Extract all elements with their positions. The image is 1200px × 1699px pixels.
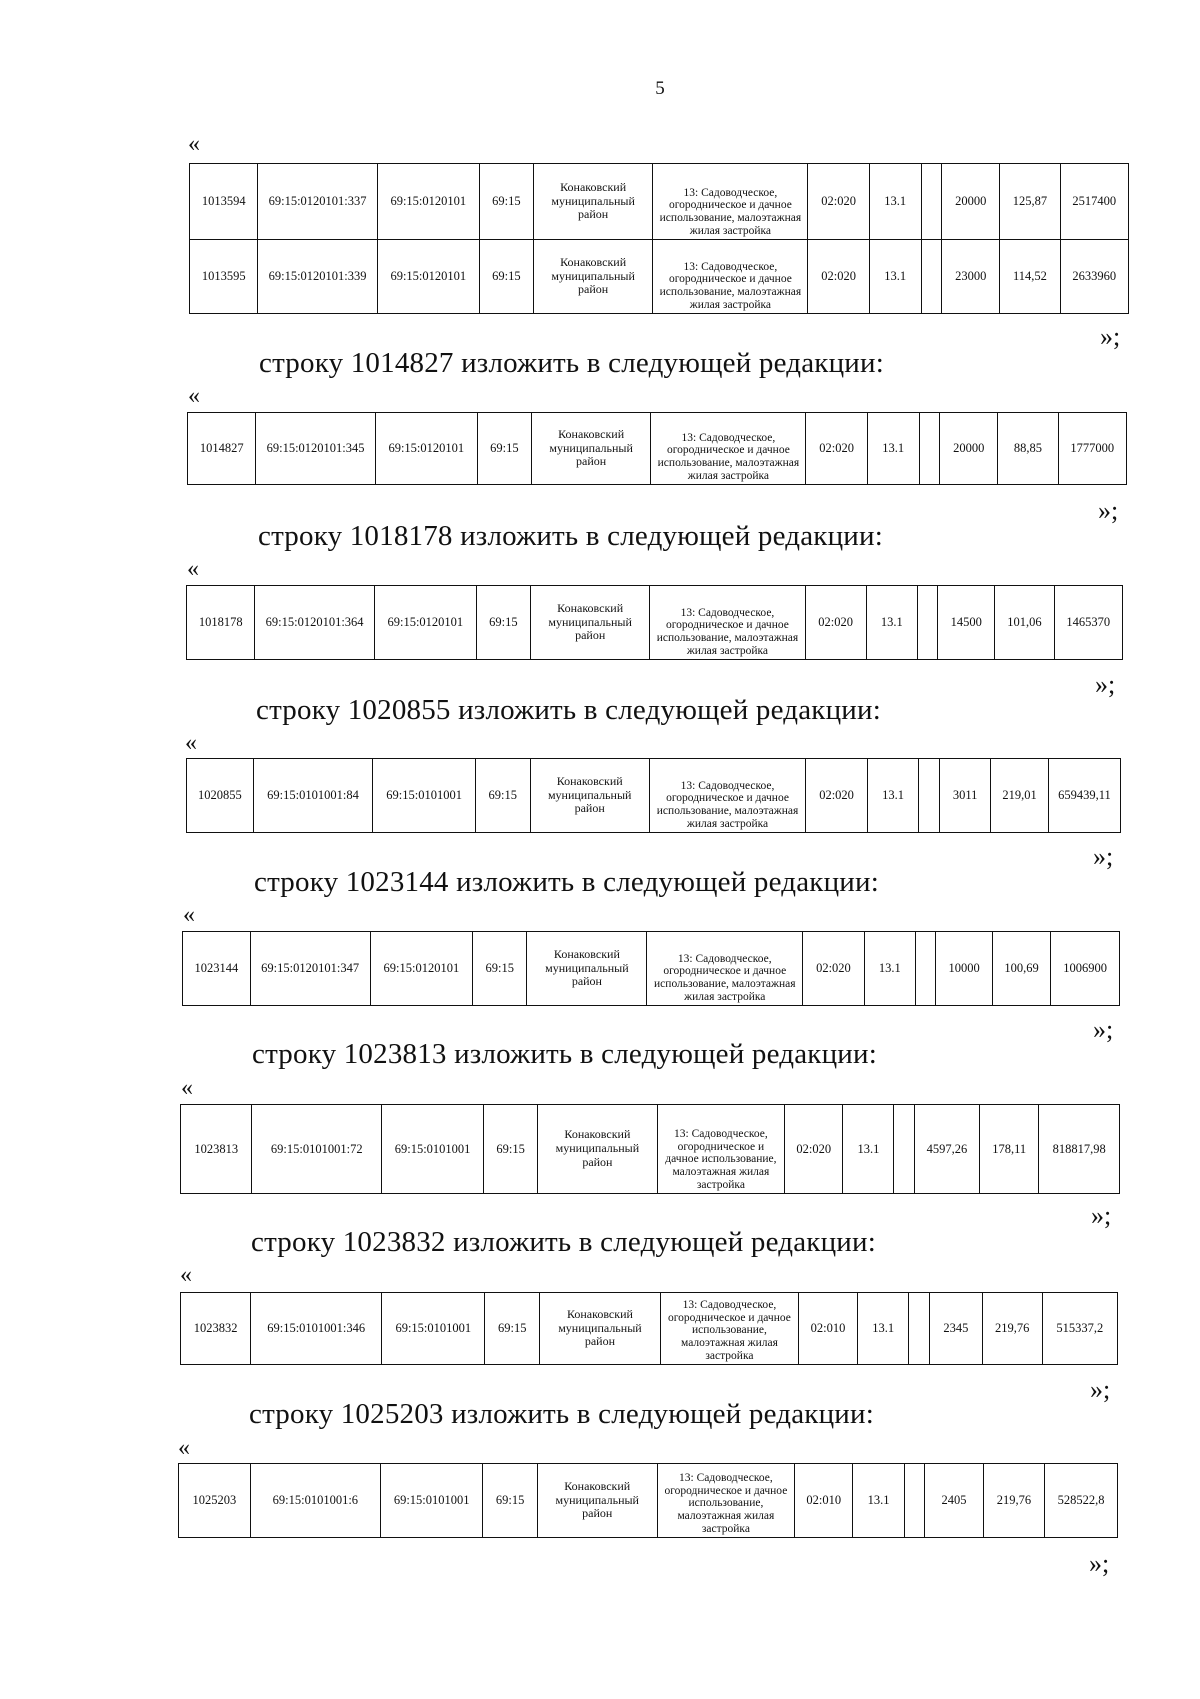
table-row bbox=[190, 164, 1129, 240]
specific-value: 101,06 bbox=[995, 586, 1054, 660]
section-heading: строку 1018178 изложить в следующей редакции: bbox=[258, 520, 883, 552]
use-code: 02:020 bbox=[805, 586, 866, 660]
land-use-purpose: 13: Садоводческое, огородническое и дачное использование, малоэтажная жилая застройка bbox=[660, 1293, 798, 1365]
specific-value: 219,76 bbox=[982, 1293, 1042, 1365]
cadastral-quarter: 69:15:0101001 bbox=[373, 759, 476, 833]
table-row bbox=[187, 586, 1123, 660]
municipal-district: Конаковский муниципальный район bbox=[531, 413, 650, 485]
empty-cell bbox=[921, 240, 941, 314]
row-id: 1020855 bbox=[187, 759, 254, 833]
close-quote: »; bbox=[1089, 1549, 1110, 1578]
cadastral-quarter: 69:15:0101001 bbox=[380, 1464, 483, 1538]
use-code: 02:020 bbox=[803, 932, 865, 1006]
cadastral-region: 69:15 bbox=[485, 1293, 540, 1365]
record-table bbox=[189, 163, 1129, 314]
close-quote: »; bbox=[1091, 1201, 1112, 1230]
cadastral-region: 69:15 bbox=[484, 1105, 538, 1194]
row-id: 1023813 bbox=[181, 1105, 252, 1194]
land-use-purpose: 13: Садоводческое, огородническое и дачное использование, малоэтажная жилая застройка bbox=[649, 759, 805, 833]
municipal-district: Конаковский муниципальный район bbox=[537, 1464, 657, 1538]
land-area: 14500 bbox=[938, 586, 995, 660]
empty-cell bbox=[909, 1293, 930, 1365]
specific-value: 125,87 bbox=[1000, 164, 1060, 240]
empty-cell bbox=[921, 164, 941, 240]
land-use-purpose: 13: Садоводческое, огородническое и дачное использование, малоэтажная жилая застройка bbox=[650, 586, 805, 660]
cadastral-number: 69:15:0101001:6 bbox=[250, 1464, 380, 1538]
record-table bbox=[186, 585, 1123, 660]
use-code: 02:020 bbox=[806, 759, 868, 833]
cadastral-region: 69:15 bbox=[479, 164, 533, 240]
use-group: 13.1 bbox=[869, 240, 921, 314]
cadastral-number: 69:15:0120101:345 bbox=[256, 413, 375, 485]
cadastral-number: 69:15:0120101:364 bbox=[255, 586, 374, 660]
record-table bbox=[182, 931, 1120, 1006]
municipal-district: Конаковский муниципальный район bbox=[540, 1293, 661, 1365]
row-id: 1023144 bbox=[183, 932, 251, 1006]
open-quote: « bbox=[185, 730, 197, 756]
table-row bbox=[190, 240, 1129, 314]
land-use-purpose: 13: Садоводческое, огородническое и дачное использование, малоэтажная жилая застройка bbox=[657, 1464, 794, 1538]
cadastral-value: 2633960 bbox=[1060, 240, 1128, 314]
row-id: 1023832 bbox=[181, 1293, 251, 1365]
section-heading: строку 1014827 изложить в следующей редакции: bbox=[259, 347, 884, 379]
cadastral-number: 69:15:0101001:84 bbox=[253, 759, 372, 833]
use-group: 13.1 bbox=[843, 1105, 894, 1194]
row-id: 1013594 bbox=[190, 164, 258, 240]
use-code: 02:020 bbox=[785, 1105, 843, 1194]
specific-value: 114,52 bbox=[1000, 240, 1060, 314]
empty-cell bbox=[894, 1105, 914, 1194]
municipal-district: Конаковский муниципальный район bbox=[530, 759, 649, 833]
section-heading: строку 1023832 изложить в следующей редакции: bbox=[251, 1226, 876, 1258]
cadastral-region: 69:15 bbox=[483, 1464, 537, 1538]
table-row bbox=[183, 932, 1120, 1006]
row-id: 1025203 bbox=[179, 1464, 251, 1538]
open-quote: « bbox=[188, 383, 200, 409]
empty-cell bbox=[919, 413, 939, 485]
use-group: 13.1 bbox=[867, 413, 919, 485]
empty-cell bbox=[919, 759, 940, 833]
table-row bbox=[181, 1293, 1118, 1365]
cadastral-quarter: 69:15:0120101 bbox=[374, 586, 476, 660]
cadastral-quarter: 69:15:0101001 bbox=[382, 1293, 485, 1365]
specific-value: 219,76 bbox=[983, 1464, 1045, 1538]
land-use-purpose: 13: Садоводческое, огородническое и дачное использование, малоэтажная жилая застройка bbox=[657, 1105, 785, 1194]
open-quote: « bbox=[178, 1435, 190, 1461]
close-quote: »; bbox=[1098, 496, 1119, 525]
open-quote: « bbox=[183, 902, 195, 928]
cadastral-region: 69:15 bbox=[477, 413, 531, 485]
close-quote: »; bbox=[1100, 322, 1121, 351]
record-table bbox=[180, 1104, 1120, 1194]
land-use-purpose: 13: Садоводческое, огородническое и дачное использование, малоэтажная жилая застройка bbox=[647, 932, 803, 1006]
cadastral-number: 69:15:0120101:337 bbox=[258, 164, 377, 240]
empty-cell bbox=[915, 932, 936, 1006]
municipal-district: Конаковский муниципальный район bbox=[530, 586, 649, 660]
use-group: 13.1 bbox=[864, 932, 915, 1006]
land-area: 10000 bbox=[936, 932, 992, 1006]
cadastral-number: 69:15:0120101:347 bbox=[250, 932, 370, 1006]
cadastral-number: 69:15:0101001:346 bbox=[251, 1293, 382, 1365]
section-heading: строку 1025203 изложить в следующей редакции: bbox=[249, 1398, 874, 1430]
cadastral-quarter: 69:15:0101001 bbox=[382, 1105, 484, 1194]
cadastral-region: 69:15 bbox=[476, 759, 531, 833]
table-row bbox=[188, 413, 1127, 485]
municipal-district: Конаковский муниципальный район bbox=[533, 164, 652, 240]
land-use-purpose: 13: Садоводческое, огородническое и дачное использование, малоэтажная жилая застройка bbox=[653, 240, 808, 314]
cadastral-value: 818817,98 bbox=[1039, 1105, 1120, 1194]
cadastral-quarter: 69:15:0120101 bbox=[377, 164, 479, 240]
specific-value: 100,69 bbox=[992, 932, 1050, 1006]
section-heading: строку 1023813 изложить в следующей редакции: bbox=[252, 1038, 877, 1070]
section-heading: строку 1020855 изложить в следующей редакции: bbox=[256, 694, 881, 726]
open-quote: « bbox=[180, 1262, 192, 1288]
use-group: 13.1 bbox=[869, 164, 921, 240]
cadastral-value: 1777000 bbox=[1058, 413, 1126, 485]
cadastral-value: 2517400 bbox=[1060, 164, 1128, 240]
cadastral-value: 659439,11 bbox=[1048, 759, 1120, 833]
land-area: 2345 bbox=[930, 1293, 983, 1365]
municipal-district: Конаковский муниципальный район bbox=[533, 240, 652, 314]
cadastral-value: 528522,8 bbox=[1045, 1464, 1118, 1538]
municipal-district: Конаковский муниципальный район bbox=[538, 1105, 657, 1194]
page-number: 5 bbox=[655, 78, 665, 99]
land-use-purpose: 13: Садоводческое, огородническое и дачное использование, малоэтажная жилая застройка bbox=[653, 164, 808, 240]
open-quote: « bbox=[181, 1075, 193, 1101]
use-code: 02:020 bbox=[808, 240, 869, 314]
record-table bbox=[178, 1463, 1118, 1538]
municipal-district: Конаковский муниципальный район bbox=[527, 932, 647, 1006]
cadastral-quarter: 69:15:0120101 bbox=[377, 240, 479, 314]
cadastral-value: 1006900 bbox=[1051, 932, 1120, 1006]
land-area: 23000 bbox=[942, 240, 1000, 314]
close-quote: »; bbox=[1090, 1375, 1111, 1404]
use-code: 02:010 bbox=[799, 1293, 858, 1365]
row-id: 1013595 bbox=[190, 240, 258, 314]
open-quote: « bbox=[188, 131, 200, 157]
table-row bbox=[187, 759, 1121, 833]
cadastral-value: 1465370 bbox=[1054, 586, 1122, 660]
cadastral-number: 69:15:0120101:339 bbox=[258, 240, 377, 314]
land-area: 2405 bbox=[925, 1464, 983, 1538]
use-group: 13.1 bbox=[866, 586, 917, 660]
specific-value: 219,01 bbox=[991, 759, 1049, 833]
land-area: 20000 bbox=[940, 413, 998, 485]
land-area: 20000 bbox=[942, 164, 1000, 240]
table-row bbox=[179, 1464, 1118, 1538]
use-code: 02:020 bbox=[808, 164, 869, 240]
cadastral-region: 69:15 bbox=[479, 240, 533, 314]
close-quote: »; bbox=[1093, 842, 1114, 871]
empty-cell bbox=[904, 1464, 925, 1538]
land-area: 4597,26 bbox=[914, 1105, 979, 1194]
close-quote: »; bbox=[1093, 1015, 1114, 1044]
cadastral-quarter: 69:15:0120101 bbox=[375, 413, 477, 485]
cadastral-value: 515337,2 bbox=[1042, 1293, 1117, 1365]
close-quote: »; bbox=[1095, 670, 1116, 699]
use-code: 02:020 bbox=[806, 413, 867, 485]
cadastral-region: 69:15 bbox=[476, 586, 530, 660]
record-table bbox=[180, 1292, 1118, 1365]
use-group: 13.1 bbox=[853, 1464, 904, 1538]
specific-value: 178,11 bbox=[980, 1105, 1039, 1194]
cadastral-quarter: 69:15:0120101 bbox=[370, 932, 473, 1006]
record-table bbox=[186, 758, 1121, 833]
table-row bbox=[181, 1105, 1120, 1194]
empty-cell bbox=[917, 586, 937, 660]
land-area: 3011 bbox=[939, 759, 990, 833]
use-group: 13.1 bbox=[857, 1293, 909, 1365]
cadastral-number: 69:15:0101001:72 bbox=[252, 1105, 382, 1194]
use-code: 02:010 bbox=[795, 1464, 853, 1538]
specific-value: 88,85 bbox=[998, 413, 1058, 485]
open-quote: « bbox=[187, 556, 199, 582]
use-group: 13.1 bbox=[867, 759, 918, 833]
section-heading: строку 1023144 изложить в следующей редакции: bbox=[254, 866, 879, 898]
row-id: 1018178 bbox=[187, 586, 255, 660]
row-id: 1014827 bbox=[188, 413, 256, 485]
land-use-purpose: 13: Садоводческое, огородническое и дачное использование, малоэтажная жилая застройка bbox=[651, 413, 806, 485]
record-table bbox=[187, 412, 1127, 485]
cadastral-region: 69:15 bbox=[473, 932, 527, 1006]
